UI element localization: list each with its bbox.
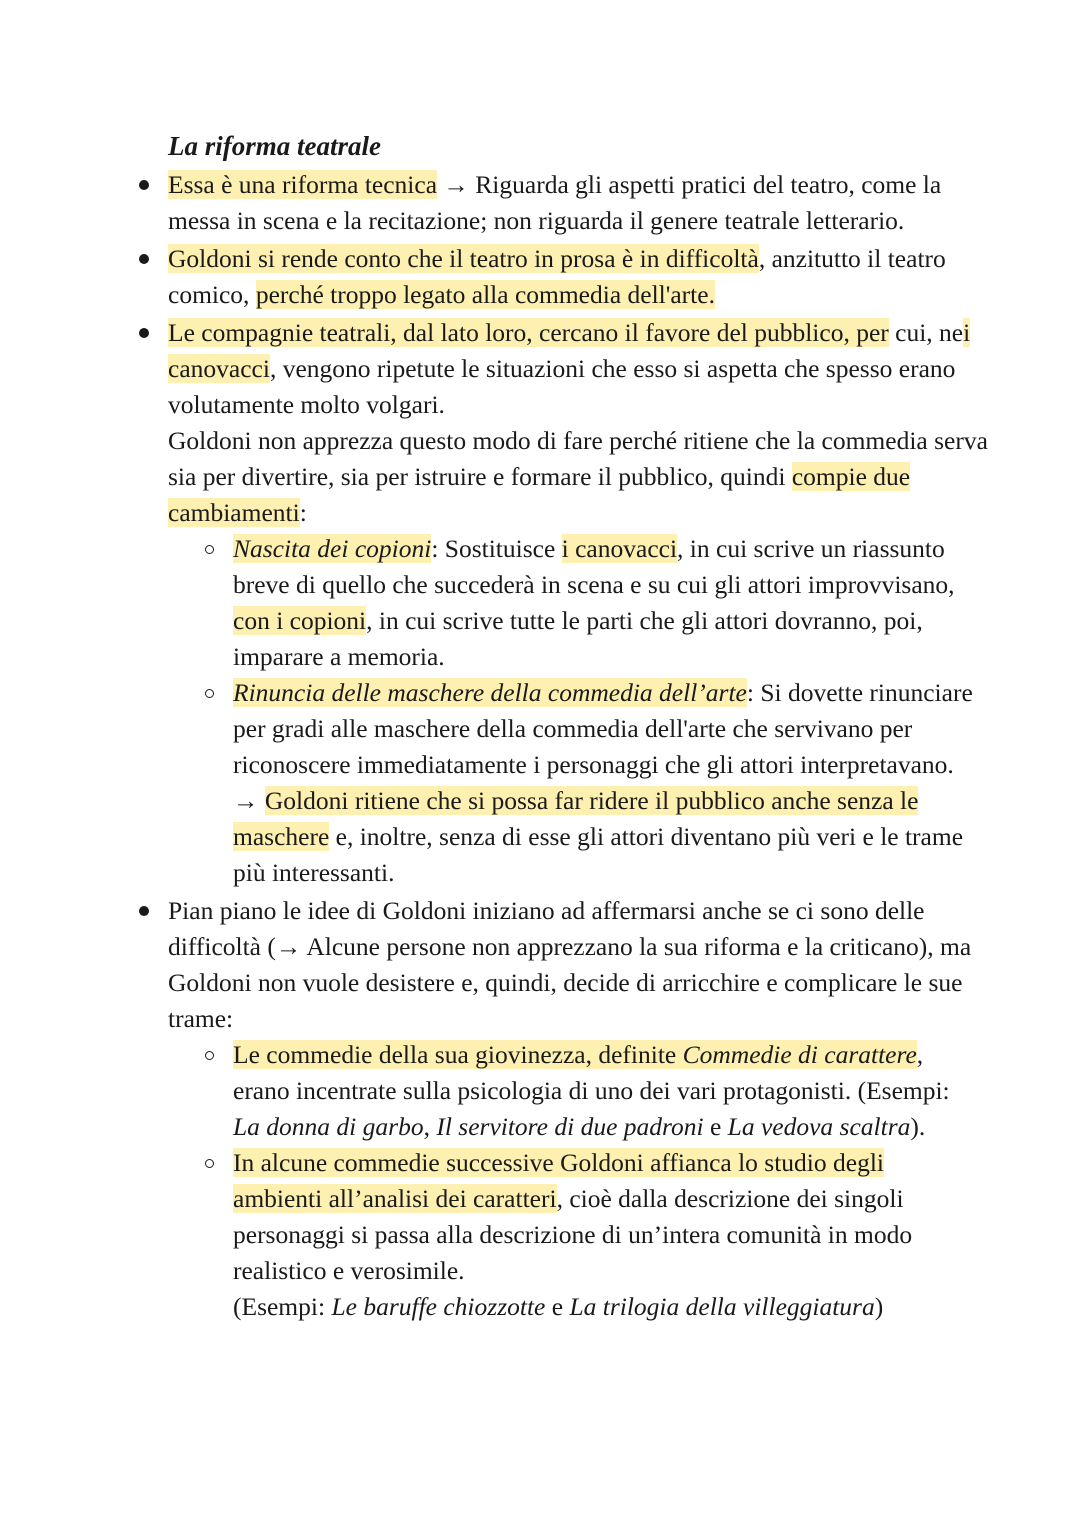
text: , [423,1112,437,1141]
text: , in cui scrive un riassunto breve di quello che succederà in scena e su cui gli attori improvvisano, [233,534,955,599]
bullet-list [0,167,1080,1325]
example-title: La trilogia della villeggiatura [569,1292,875,1321]
page-title: La riforma teatrale [168,131,381,161]
text: , erano incentrate sulla psicologia di uno dei vari protagonisti. (Esempi: [233,1040,950,1105]
item-paragraph [168,423,988,531]
bullet-dot-icon [139,254,149,264]
sub-list-item [168,675,973,891]
list-item [0,893,988,1325]
text: cui, ne [888,318,964,347]
sub-list-item [168,1037,973,1145]
bullet-dot-icon [139,328,149,338]
highlight: con i copioni [233,606,367,635]
text: , in cui scrive tutte le parti che gli attori dovranno, poi, imparare a memoria. [233,606,923,671]
text: ) [874,1292,884,1321]
highlight-italic: Nascita dei copioni [233,534,432,563]
item-text [168,241,988,313]
circle-bullet-icon [205,689,214,698]
text: : [299,498,307,527]
highlight: i canovacci [168,318,971,383]
text: e [703,1112,728,1141]
example-title: Il servitore di due padroni [436,1112,704,1141]
sub-list-item [168,1145,973,1325]
circle-bullet-icon [205,1159,214,1168]
highlight: Le compagnie teatrali, dal lato loro, cercano il favore del pubblico, per [168,318,889,347]
highlight-italic: Commedie di carattere [682,1040,917,1069]
highlight: Goldoni si rende conto che il teatro in prosa è in difficoltà [168,244,759,273]
example-title: La donna di garbo [233,1112,424,1141]
item-text: Pian piano le idee di Goldoni iniziano ad affermarsi anche se ci sono delle difficoltà (→ Alcune persone non apprezzano la sua riforma e la criticano), ma Goldoni non vuole desistere e, quindi, decide di arricchire e complicare le sue trame: [168,896,972,1033]
text: e [545,1292,570,1321]
text: (Esempi: [233,1292,332,1321]
sub-item-text [233,1145,973,1289]
highlight: Goldoni ritiene che si possa far ridere il pubblico anche senza le maschere [233,786,919,851]
text: : Si dovette rinunciare per gradi alle maschere della commedia dell'arte che servivano per riconoscere immediatamente i personaggi che gli attori interpretavano. → [233,678,973,815]
bullet-dot-icon [139,906,149,916]
text: e, inoltre, senza di esse gli attori diventano più veri e le trame più interessanti. [233,822,964,887]
bullet-dot-icon [139,180,149,190]
text: , cioè dalla descrizione dei singoli personaggi si passa alla descrizione di un’intera comunità in modo realistico e verosimile. [233,1184,913,1285]
text: , anzitutto il teatro comico, [168,244,946,309]
sub-item-text [233,531,973,675]
example-title: Le baruffe chiozzotte [331,1292,546,1321]
highlight: compie due cambiamenti [168,462,911,527]
highlight: In alcune commedie successive Goldoni affianca lo studio degli ambienti all’analisi dei caratteri [233,1148,884,1213]
highlight: i canovacci [561,534,678,563]
text: ). [910,1112,926,1141]
examples-line [233,1289,973,1325]
item-text [168,167,988,239]
example-title: La vedova scaltra [727,1112,911,1141]
text: : Sostituisce [431,534,562,563]
list-item [0,241,988,313]
highlight: perché troppo legato alla commedia dell'arte. [255,280,715,309]
highlight-italic: Rinuncia delle maschere della commedia dell’arte [233,678,747,707]
highlight: Le commedie della sua giovinezza, definite [233,1040,683,1069]
item-text [168,315,988,423]
text: Goldoni non apprezza questo modo di fare perché ritiene che la commedia serva sia per divertire, sia per istruire e formare il pubblico, quindi [168,426,988,491]
list-item [0,167,988,239]
list-item [0,315,988,891]
sub-item-text [233,675,973,891]
circle-bullet-icon [205,1051,214,1060]
sub-list-item [168,531,973,675]
text: , vengono ripetute le situazioni che esso si aspetta che spesso erano volutamente molto volgari. [168,354,956,419]
highlight: Essa è una riforma tecnica [168,170,438,199]
circle-bullet-icon [205,545,214,554]
sub-item-text [233,1037,973,1145]
text: → Riguarda gli aspetti pratici del teatro, come la messa in scena e la recitazione; non riguarda il genere teatrale letterario. [168,170,942,235]
